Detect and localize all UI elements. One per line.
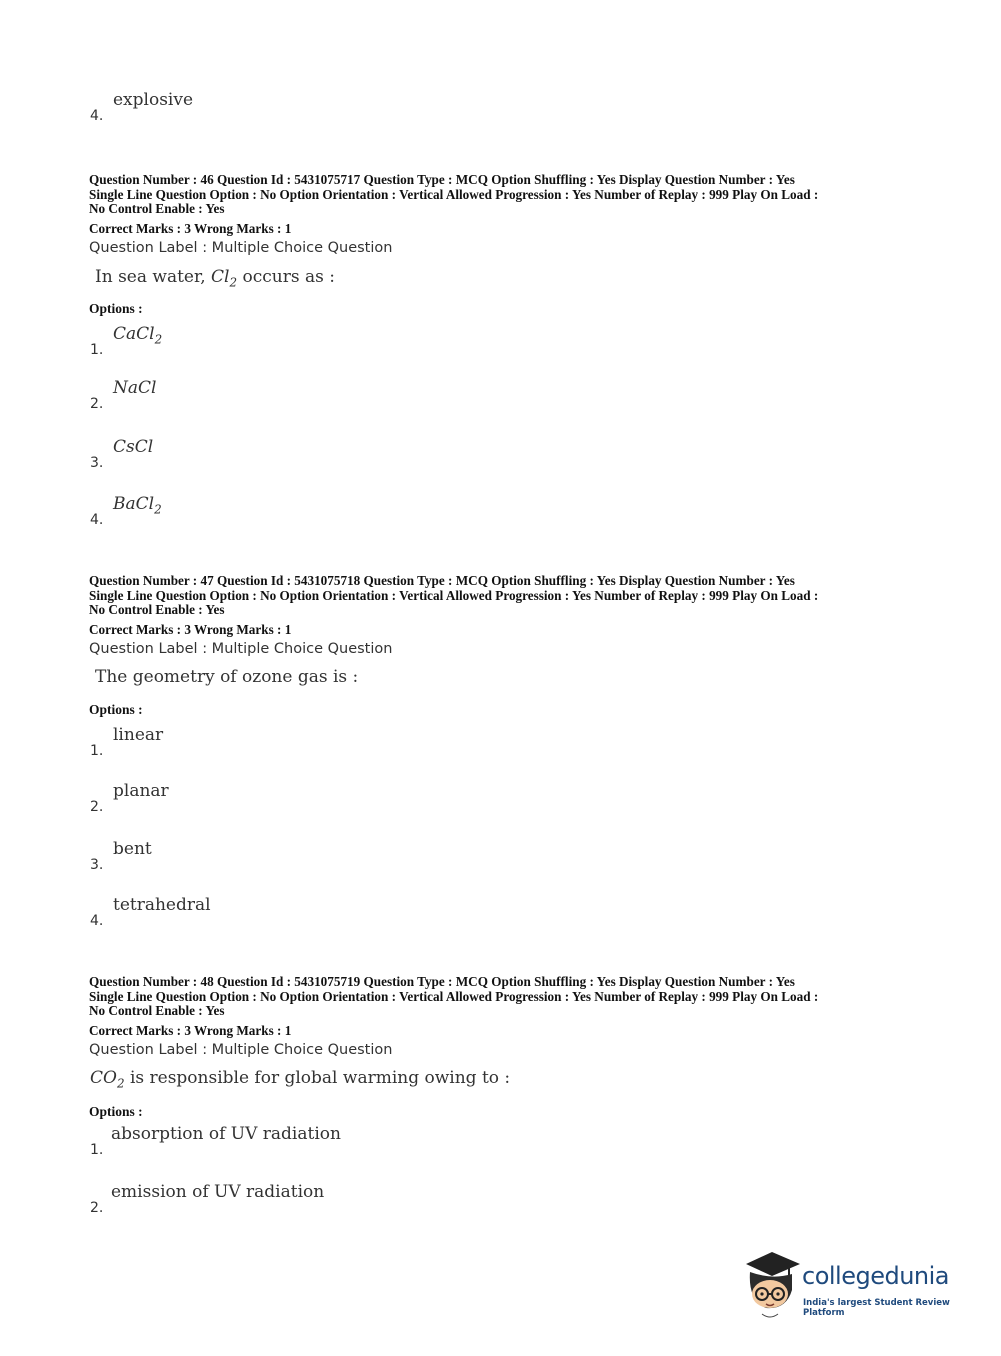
question-48-label: Question Label : Multiple Choice Question [89,1042,393,1058]
option-number: 1. [90,1142,104,1158]
brand-tagline: India's largest Student Review Platform [803,1298,950,1318]
prev-option-4 [90,90,490,130]
formula-sub: 2 [154,502,162,517]
question-47-text: The geometry of ozone gas is : [95,667,359,687]
question-text-part: In sea water, [95,267,206,287]
formula-main: BaCl [113,494,155,514]
meta-line: No Control Enable : Yes [89,201,225,216]
meta-line: Single Line Question Option : No Option Orientation : Vertical Allowed Progression : Yes Number of Replay : 999 Play On Load : [89,186,819,202]
formula [90,1068,125,1091]
option-text: explosive [113,90,194,110]
option-text: linear [113,725,164,745]
question-46-marks: Correct Marks : 3 Wrong Marks : 1 [89,221,292,236]
options-header: Options : [89,702,143,717]
formula-sub: 2 [229,275,238,290]
formula-main: CO [90,1068,117,1088]
mascot-icon [742,1250,804,1322]
question-48-text [90,1068,510,1090]
option-text: bent [113,839,152,859]
option-text: absorption of UV radiation [111,1124,341,1144]
option-item[interactable] [90,494,490,534]
formula-sub: 2 [116,1076,125,1091]
question-47-meta [89,574,919,618]
option-item[interactable] [90,324,490,364]
option-text: tetrahedral [113,895,211,915]
meta-line: Single Line Question Option : No Option Orientation : Vertical Allowed Progression : Yes Number of Replay : 999 Play On Load : [89,988,819,1004]
option-item[interactable] [90,1124,490,1164]
question-46-label: Question Label : Multiple Choice Question [89,240,393,256]
option-number: 2. [90,396,104,412]
formula-main: CaCl [113,324,155,344]
option-item[interactable] [90,437,490,477]
question-47-marks: Correct Marks : 3 Wrong Marks : 1 [89,622,292,637]
option-number: 2. [90,799,104,815]
option-text [113,494,162,516]
question-46-meta [89,173,919,217]
meta-line: Question Number : 48 Question Id : 5431075719 Question Type : MCQ Option Shuffling : Yes Display Question Number : Yes [89,974,795,989]
option-text: emission of UV radiation [111,1182,325,1202]
question-text-part: occurs as : [242,267,335,287]
option-number: 3. [90,455,104,471]
option-text: planar [113,781,169,801]
option-number: 2. [90,1200,104,1216]
formula [211,267,238,290]
option-number: 4. [90,913,104,929]
option-text [113,324,162,346]
option-number: 3. [90,857,104,873]
formula-main: CsCl [113,437,154,457]
formula-main: Cl [211,267,230,287]
formula-sub: 2 [154,332,163,347]
option-item[interactable] [90,378,490,418]
meta-line: No Control Enable : Yes [89,1003,225,1018]
option-item[interactable] [90,895,490,935]
meta-line: Question Number : 46 Question Id : 5431075717 Question Type : MCQ Option Shuffling : Yes Display Question Number : Yes [89,172,795,187]
option-number: 4. [90,108,104,124]
option-item[interactable] [90,725,490,765]
option-number: 1. [90,342,104,358]
meta-line: No Control Enable : Yes [89,602,225,617]
options-header: Options : [89,1104,143,1119]
option-text [113,437,153,457]
question-46-text [95,267,335,289]
question-48-meta [89,975,919,1019]
meta-line: Question Number : 47 Question Id : 5431075718 Question Type : MCQ Option Shuffling : Yes Display Question Number : Yes [89,573,795,588]
option-number: 1. [90,743,104,759]
option-item[interactable] [90,1182,490,1222]
option-number: 4. [90,512,104,528]
option-text [113,378,156,398]
option-item[interactable] [90,781,490,821]
options-header: Options : [89,301,143,316]
formula-main: NaCl [113,378,157,398]
collegedunia-logo[interactable] [742,1250,972,1322]
meta-line: Single Line Question Option : No Option Orientation : Vertical Allowed Progression : Yes Number of Replay : 999 Play On Load : [89,587,819,603]
option-item[interactable] [90,839,490,879]
question-47-label: Question Label : Multiple Choice Question [89,641,393,657]
question-48-marks: Correct Marks : 3 Wrong Marks : 1 [89,1023,292,1038]
question-text-part: is responsible for global warming owing to : [129,1068,511,1088]
brand-name: collegedunia [802,1262,950,1290]
